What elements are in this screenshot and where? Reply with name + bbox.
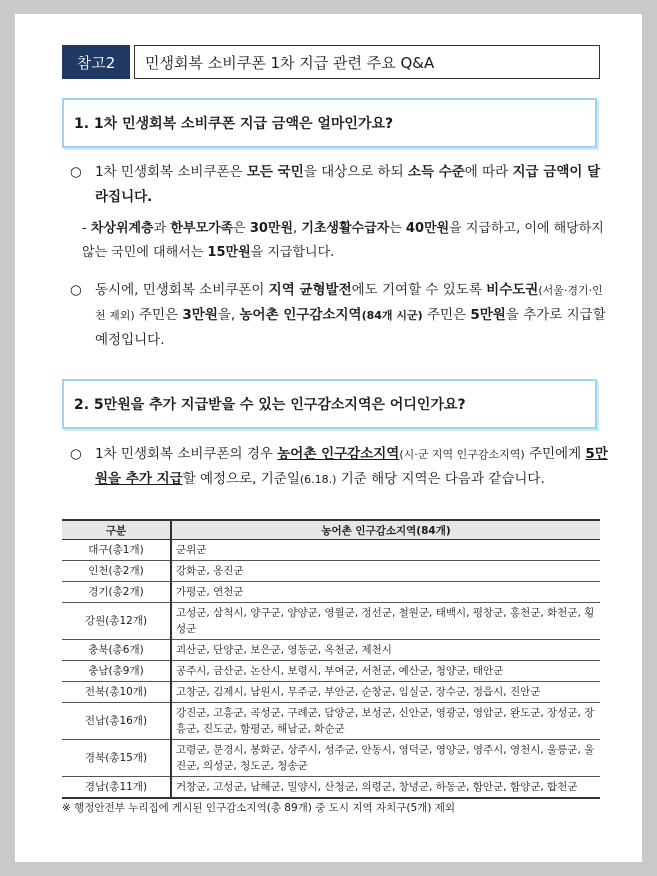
- region-cell: 대구(총1개): [62, 540, 171, 561]
- region-cell: 전남(총16개): [62, 703, 171, 740]
- q1-answer-detail: - 차상위계층과 한부모가족은 30만원, 기초생활수급자는 40만원을 지급하고, 이에 해당하지 않는 국민에 대해서는 15만원을 지급합니다.: [82, 221, 604, 260]
- region-cell: 충남(총9개): [62, 661, 171, 682]
- q2-answer-1: ○ 1차 민생회복 소비쿠폰의 경우 농어촌 인구감소지역(시·군 지역 인구감소지역) 주민에게 5만원을 추가 지급할 예정으로, 기준일(6.18.) 기준 해당 지역은 다음과 같습니다.: [70, 442, 610, 492]
- table-row: [62, 540, 600, 561]
- region-cell: 강원(총12개): [62, 603, 171, 640]
- districts-cell: 군위군: [171, 540, 600, 561]
- population-decline-regions-table: [62, 519, 600, 799]
- districts-cell: 고창군, 김제시, 남원시, 무주군, 부안군, 순창군, 임실군, 장수군, 정읍시, 진안군: [171, 682, 600, 703]
- page-title: 민생회복 소비쿠폰 1차 지급 관련 주요 Q&A: [134, 45, 600, 79]
- table-row: [62, 561, 600, 582]
- bullet-icon: ○: [70, 446, 82, 462]
- region-cell: 경기(총2개): [62, 582, 171, 603]
- column-header: 구분: [62, 520, 171, 540]
- table-row: [62, 640, 600, 661]
- districts-cell: 괴산군, 단양군, 보은군, 영동군, 옥천군, 제천시: [171, 640, 600, 661]
- region-cell: 경남(총11개): [62, 777, 171, 799]
- region-cell: 충북(총6개): [62, 640, 171, 661]
- document-page: [15, 14, 642, 862]
- table-row: [62, 582, 600, 603]
- table-row: [62, 603, 600, 640]
- districts-cell: 강화군, 옹진군: [171, 561, 600, 582]
- districts-cell: 가평군, 연천군: [171, 582, 600, 603]
- question-2-title: 2. 5만원을 추가 지급받을 수 있는 인구감소지역은 어디인가요?: [62, 379, 597, 429]
- q1-answer-2: ○ 동시에, 민생회복 소비쿠폰이 지역 균형발전에도 기여할 수 있도록 비수도권(서울·경기·인천 제외) 주민은 3만원을, 농어촌 인구감소지역(84개 시군) 주민은 5만원을 추가로 지급할 예정입니다.: [70, 278, 610, 353]
- table-row: [62, 740, 600, 777]
- districts-cell: 공주시, 금산군, 논산시, 보령시, 부여군, 서천군, 예산군, 청양군, 태안군: [171, 661, 600, 682]
- bullet-icon: ○: [70, 282, 82, 298]
- column-header: 농어촌 인구감소지역(84개): [171, 520, 600, 540]
- q1-answer-1: ○ 1차 민생회복 소비쿠폰은 모든 국민을 대상으로 하되 소득 수준에 따라 지급 금액이 달라집니다.: [70, 160, 610, 210]
- table-row: [62, 661, 600, 682]
- region-cell: 경북(총15개): [62, 740, 171, 777]
- bullet-icon: ○: [70, 164, 82, 180]
- districts-cell: 고령군, 문경시, 봉화군, 상주시, 성주군, 안동시, 영덕군, 영양군, 영주시, 영천시, 울릉군, 울진군, 의성군, 청도군, 청송군: [171, 740, 600, 777]
- districts-cell: 강진군, 고흥군, 곡성군, 구례군, 담양군, 보성군, 신안군, 영광군, 영암군, 완도군, 장성군, 장흥군, 진도군, 함평군, 해남군, 화순군: [171, 703, 600, 740]
- table-row: [62, 682, 600, 703]
- districts-cell: 고성군, 삼척시, 양구군, 양양군, 영월군, 정선군, 철원군, 태백시, 평창군, 홍천군, 화천군, 횡성군: [171, 603, 600, 640]
- reference-tag: 참고2: [62, 45, 130, 79]
- page-header: [62, 45, 600, 79]
- region-cell: 전북(총10개): [62, 682, 171, 703]
- footnote: ※ 행정안전부 누리집에 게시된 인구감소지역(총 89개) 중 도시 지역 자치구(5개) 제외: [62, 802, 456, 814]
- districts-cell: 거창군, 고성군, 남해군, 밀양시, 산청군, 의령군, 창녕군, 하동군, 함안군, 함양군, 합천군: [171, 777, 600, 799]
- table-row: [62, 703, 600, 740]
- region-cell: 인천(총2개): [62, 561, 171, 582]
- question-1-title: 1. 1차 민생회복 소비쿠폰 지급 금액은 얼마인가요?: [62, 98, 597, 148]
- table-row: [62, 777, 600, 799]
